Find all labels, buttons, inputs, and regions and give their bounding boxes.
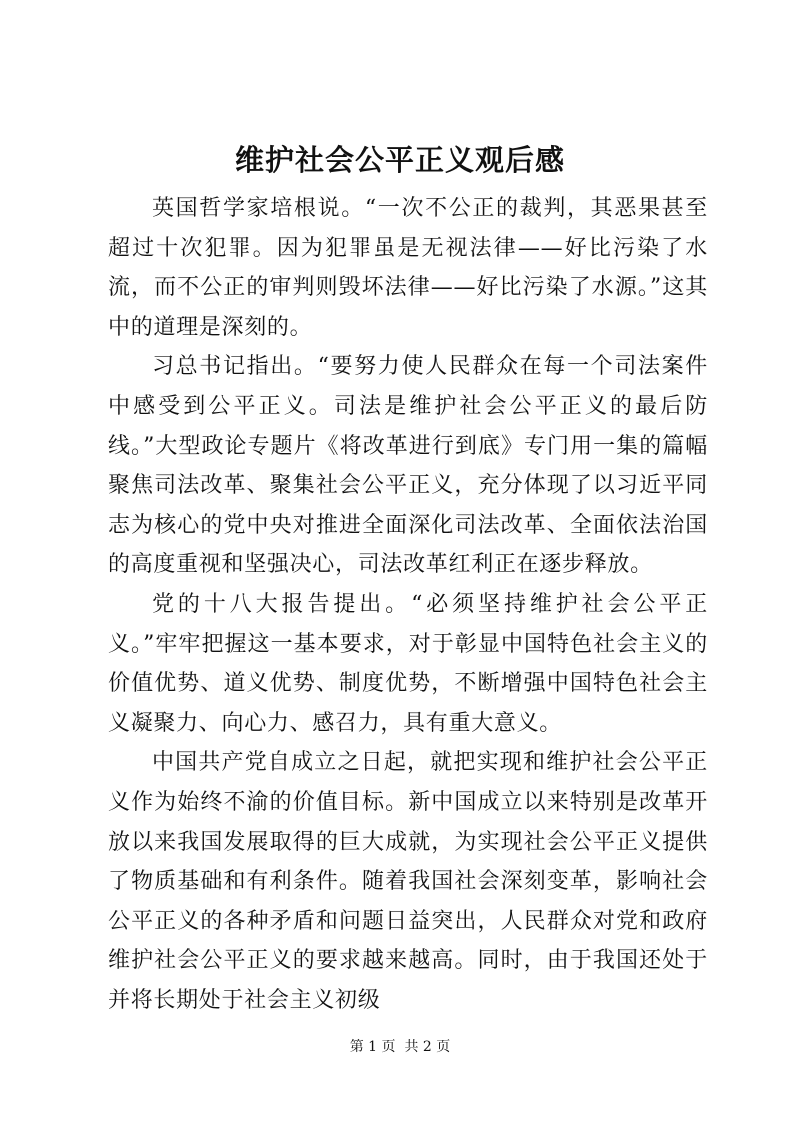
document-body	[108, 189, 708, 1020]
paragraph-4: 中国共产党自成立之日起，就把实现和维护社会公平正义作为始终不渝的价值目标。新中国成立以来特别是改革开放以来我国发展取得的巨大成就，为实现社会公平正义提供了物质基础和有利条件。随着我国社会深刻变革，影响社会公平正义的各种矛盾和问题日益突出，人民群众对党和政府维护社会公平正义的要求越来越高。同时，由于我国还处于并将长期处于社会主义初级	[108, 750, 708, 1013]
page-number-label: 第 1 页 共 2 页	[349, 1039, 451, 1055]
paragraph-2: 习总书记指出。“要努力使人民群众在每一个司法案件中感受到公平正义。司法是维护社会公平正义的最后防线。”大型政论专题片《将改革进行到底》专门用一集的篇幅聚焦司法改革、聚集社会公平正义，充分体现了以习近平同志为核心的党中央对推进全面深化司法改革、全面依法治国的高度重视和坚强决心，司法改革红利正在逐步释放。	[108, 354, 708, 578]
paragraph-3: 党的十八大报告提出。“必须坚持维护社会公平正义。”牢牢把握这一基本要求，对于彰显中国特色社会主义的价值优势、道义优势、制度优势，不断增强中国特色社会主义凝聚力、向心力、感召力，具有重大意义。	[108, 591, 708, 736]
document-title: 维护社会公平正义观后感	[234, 143, 565, 177]
paragraph-1: 英国哲学家培根说。“一次不公正的裁判，其恶果甚至超过十次犯罪。因为犯罪虽是无视法律——好比污染了水流，而不公正的审判则毁坏法律——好比污染了水源。”这其中的道理是深刻的。	[108, 196, 708, 340]
page-footer	[0, 1037, 800, 1057]
